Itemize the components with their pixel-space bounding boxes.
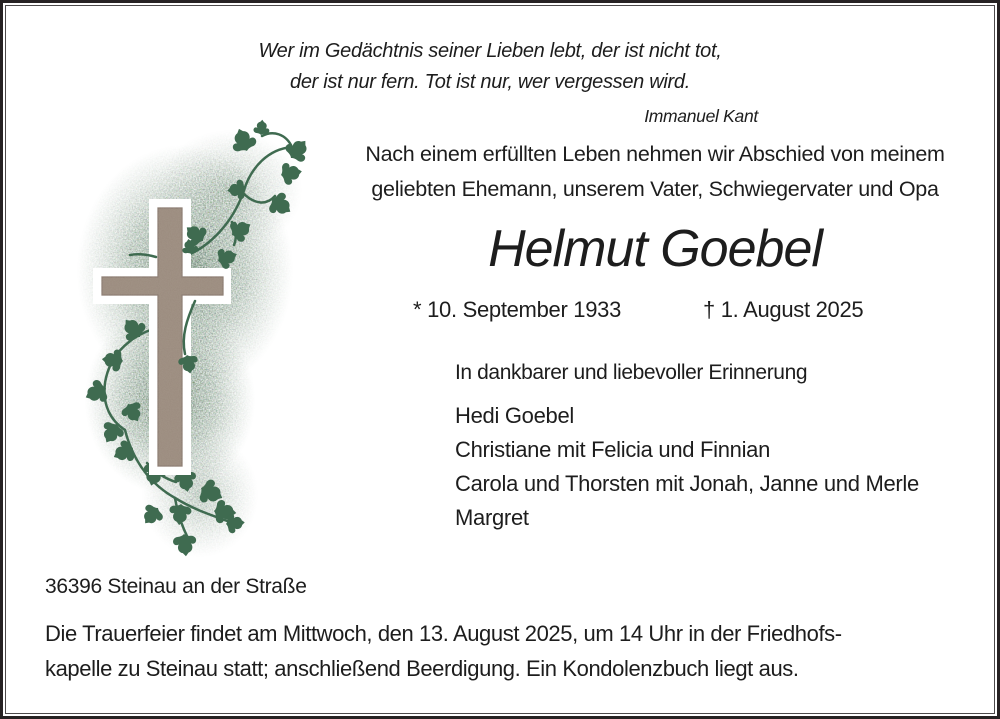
remembrance-section bbox=[455, 361, 937, 535]
funeral-details bbox=[45, 616, 985, 686]
mourners-list bbox=[455, 399, 937, 535]
remembrance-heading: In dankbarer und liebevoller Erinnerung bbox=[455, 361, 808, 384]
deceased-name: Helmut Goebel bbox=[488, 220, 822, 278]
cross-ivy-artwork bbox=[35, 105, 335, 575]
funeral-line-2: kapelle zu Steinau statt; anschließend Beerdigung. Ein Kondolenzbuch liegt aus. bbox=[45, 656, 799, 681]
quote-line-2: der ist nur fern. Tot ist nur, wer vergessen wird. bbox=[290, 71, 690, 93]
mourner-name: Carola und Thorsten mit Jonah, Janne und Merle bbox=[455, 471, 919, 496]
quote-attribution: Immanuel Kant bbox=[644, 106, 758, 126]
announcement-text bbox=[330, 137, 980, 207]
announcement-line-1: Nach einem erfüllten Leben nehmen wir Abschied von meinem bbox=[365, 142, 945, 166]
mourner-name: Hedi Goebel bbox=[455, 403, 574, 428]
location-line: 36396 Steinau an der Straße bbox=[45, 575, 307, 598]
quote-line-1: Wer im Gedächtnis seiner Lieben lebt, der ist nicht tot, bbox=[258, 40, 722, 62]
mourner-name: Christiane mit Felicia und Finnian bbox=[455, 437, 771, 462]
birth-date: * 10. September 1933 bbox=[413, 297, 622, 322]
funeral-line-1: Die Trauerfeier findet am Mittwoch, den 13. August 2025, um 14 Uhr in der Friedhofs- bbox=[45, 621, 842, 646]
death-date: † 1. August 2025 bbox=[703, 297, 864, 322]
announcement-line-2: geliebten Ehemann, unserem Vater, Schwiegervater und Opa bbox=[371, 177, 939, 201]
mourner-name: Margret bbox=[455, 505, 529, 530]
